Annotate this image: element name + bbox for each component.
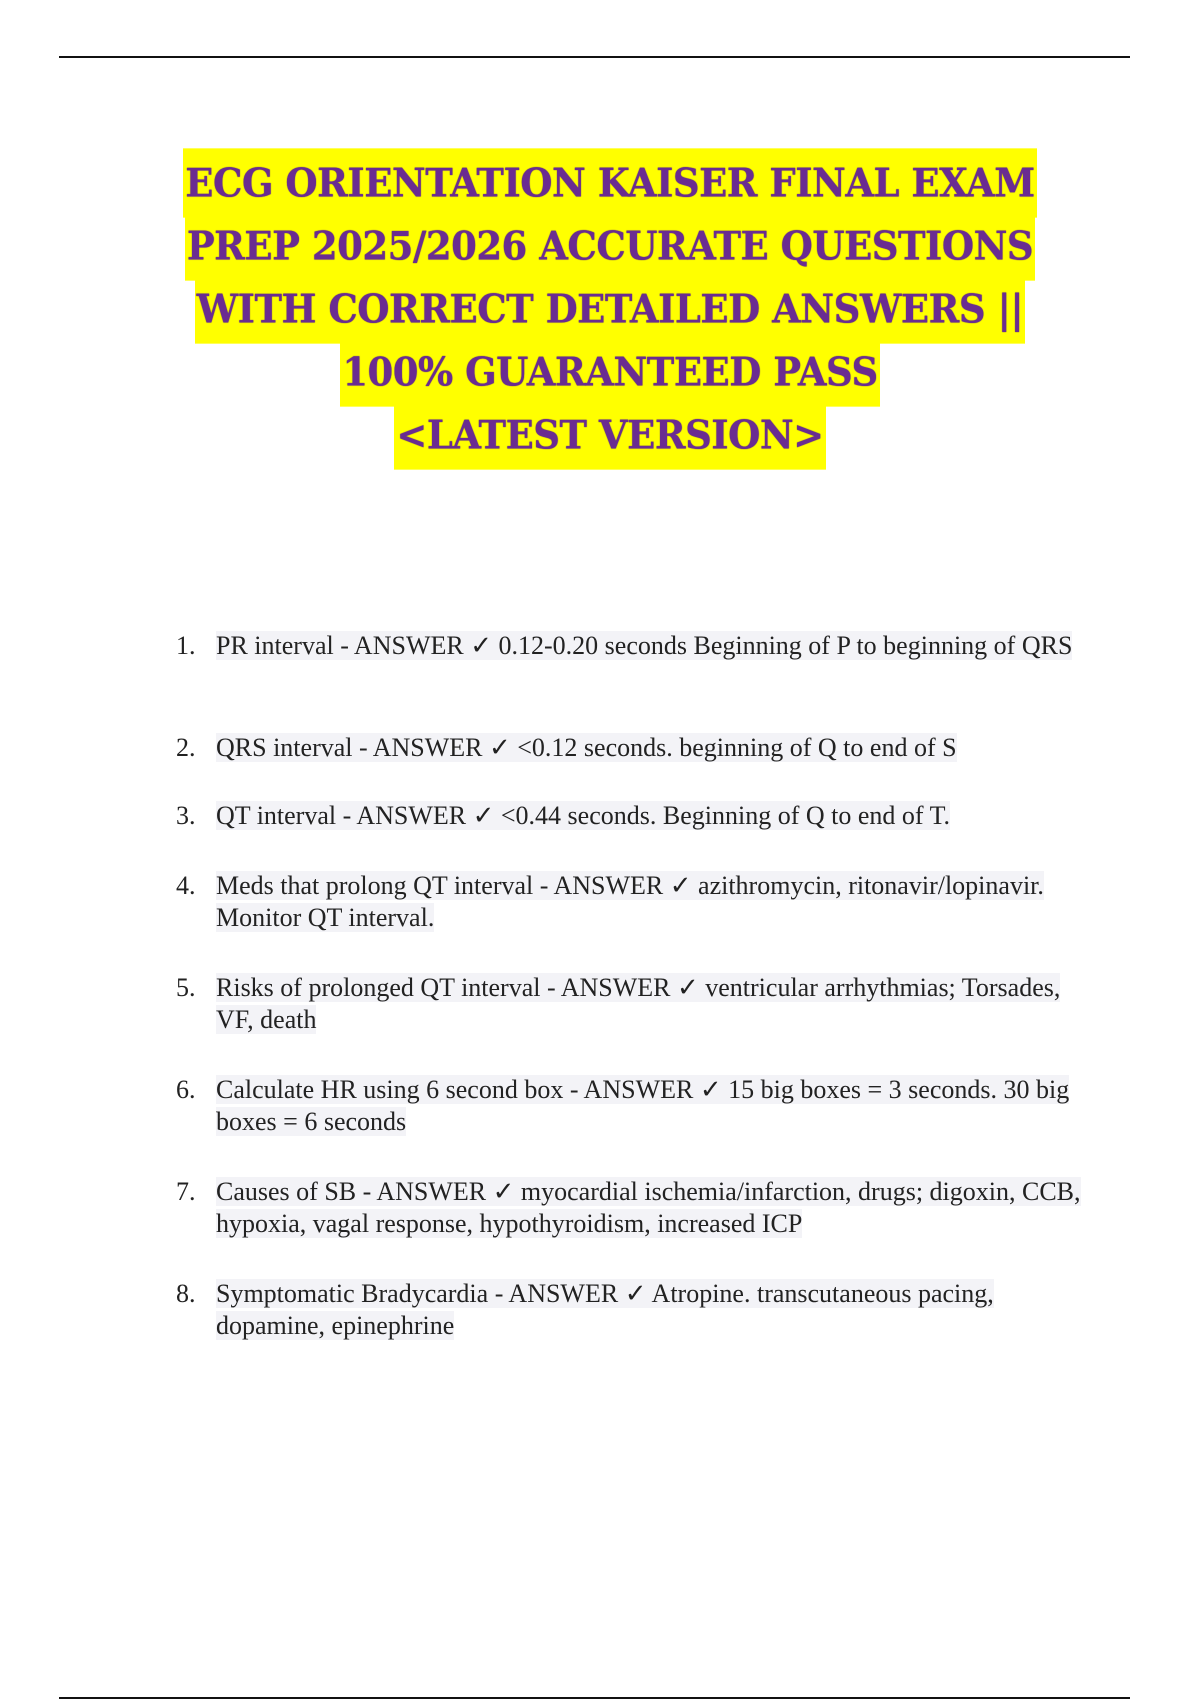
list-item [176, 732, 1086, 764]
item-number: 6. [176, 1075, 196, 1104]
item-number: 3. [176, 801, 196, 830]
list-item [176, 870, 1086, 934]
item-number: 5. [176, 973, 196, 1002]
item-number: 8. [176, 1279, 196, 1308]
item-number: 4. [176, 871, 196, 900]
item-number: 2. [176, 733, 196, 762]
title-text: PREP 2025/2026 ACCURATE QUESTIONS [185, 211, 1035, 280]
item-number: 7. [176, 1177, 196, 1206]
top-rule [59, 56, 1130, 58]
list-item [176, 1074, 1086, 1138]
title-line [0, 150, 1200, 213]
bottom-rule [59, 1697, 1130, 1699]
item-text: Causes of SB - ANSWER ✓ myocardial ischemia/infarction, drugs; digoxin, CCB, hypoxia, vagal response, hypothyroidism, increased ICP [216, 1177, 1081, 1238]
title-line [0, 339, 1200, 402]
item-number: 1. [176, 631, 196, 660]
item-text: Calculate HR using 6 second box - ANSWER ✓ 15 big boxes = 3 seconds. 30 big boxes = 6 seconds [216, 1075, 1070, 1136]
item-text: QRS interval - ANSWER ✓ <0.12 seconds. beginning of Q to end of S [216, 733, 957, 762]
list-item [176, 1278, 1086, 1342]
title-text: ECG ORIENTATION KAISER FINAL EXAM [183, 148, 1036, 217]
list-item [176, 972, 1086, 1036]
document-title [0, 150, 1200, 465]
list-item [176, 800, 1086, 832]
title-text: 100% GUARANTEED PASS [340, 337, 879, 406]
item-text: PR interval - ANSWER ✓ 0.12-0.20 seconds Beginning of P to beginning of QRS [216, 631, 1073, 660]
item-text: Risks of prolonged QT interval - ANSWER ✓ ventricular arrhythmias; Torsades, VF, death [216, 973, 1061, 1034]
item-text: QT interval - ANSWER ✓ <0.44 seconds. Beginning of Q to end of T. [216, 801, 951, 830]
item-text: Symptomatic Bradycardia - ANSWER ✓ Atropine. transcutaneous pacing, dopamine, epinephrine [216, 1279, 994, 1340]
title-text: <LATEST VERSION> [394, 400, 825, 469]
list-item [176, 1176, 1086, 1240]
title-line [0, 276, 1200, 339]
title-line [0, 213, 1200, 276]
title-text: WITH CORRECT DETAILED ANSWERS || [195, 274, 1026, 343]
item-text: Meds that prolong QT interval - ANSWER ✓ azithromycin, ritonavir/lopinavir. Monitor QT interval. [216, 871, 1044, 932]
list-item [176, 630, 1086, 662]
title-line [0, 402, 1200, 465]
